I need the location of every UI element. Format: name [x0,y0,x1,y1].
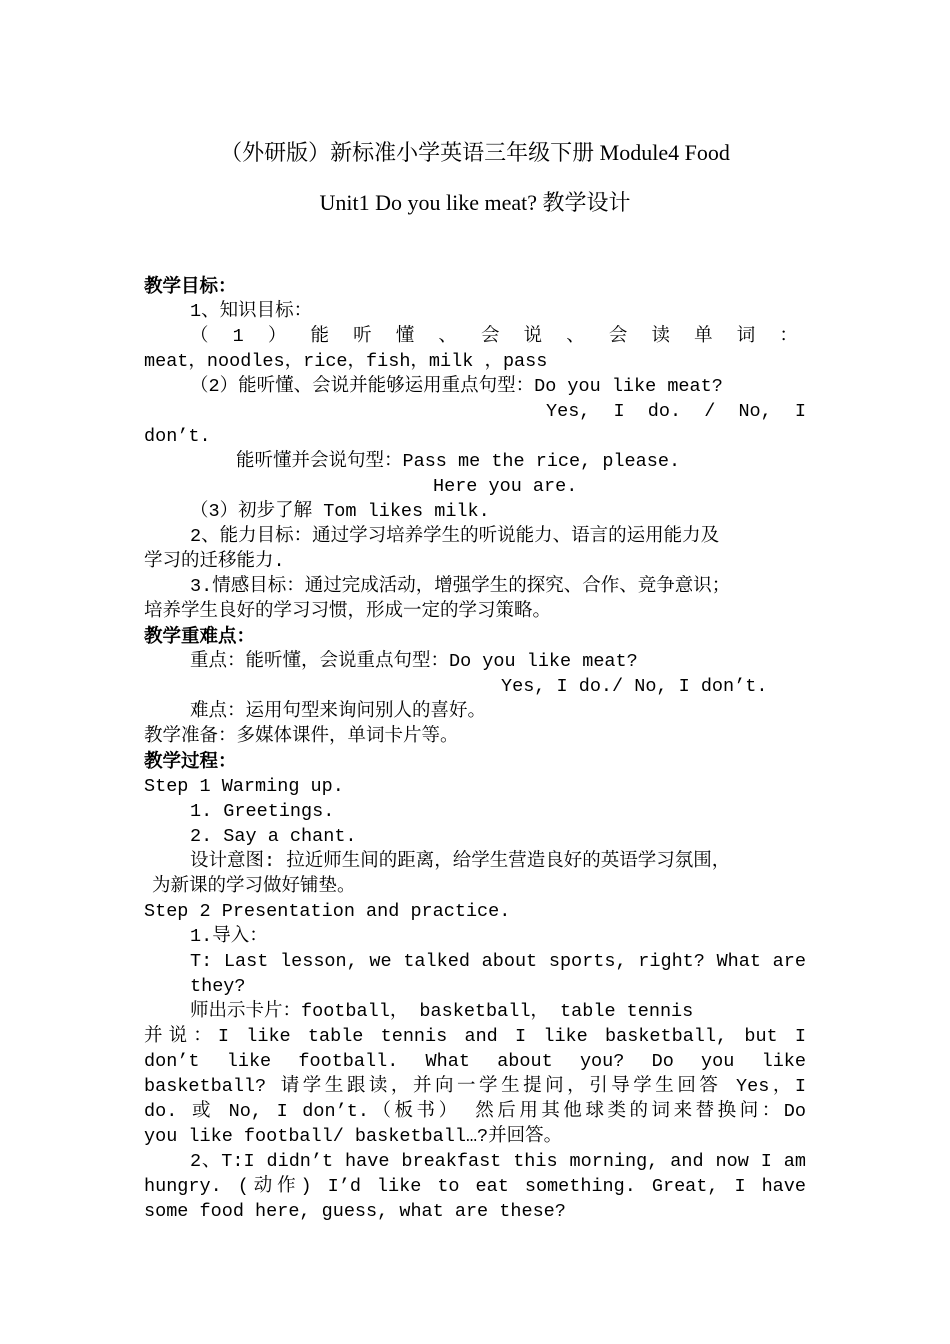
text-line-spaced [546,399,806,424]
text-token: 说 [523,326,543,347]
text-line: 为新课的学习做好铺垫。 [152,876,356,897]
text-line: （3）初步了解 Tom likes milk. [190,501,490,522]
text-token: / [704,401,716,422]
text-token: Yes, [546,401,591,422]
text-line: they? [190,976,246,997]
text-token: 、 [566,326,585,347]
text-line-spaced [190,324,798,349]
text-line [144,1099,806,1124]
text-token: 能 [310,326,329,347]
text-line: 设计意图: 拉近师生间的距离，给学生营造良好的英语学习氛围， [190,851,731,872]
text-token: 懂 [395,326,415,347]
text-line: you like football/ basketball…?并回答。 [144,1126,563,1147]
text-line: （2）能听懂、会说并能够运用重点句型：Do you like meat? [190,376,723,397]
text-line [144,1074,806,1099]
text-line: 学习的迁移能力. [144,551,285,572]
text-token: 单 [694,326,713,347]
text-token: do. [647,401,682,422]
text-line [190,949,806,974]
text-line [144,1049,806,1074]
text-line: 培养学生良好的学习习惯，形成一定的学习策略。 [144,601,552,622]
text-token: 会 [608,326,628,347]
text-line: 师出示卡片：football， basketball， table tennis [190,1001,694,1022]
text-line-content: hungry. (动作) I’d like to eat something. Great, I have [144,1176,806,1197]
text-line-content: do. 或 No, I don’t.（板书） 然后用其他球类的词来替换问：Do [144,1101,806,1122]
text-line: Step 2 Presentation and practice. [144,901,511,922]
text-line: 重点：能听懂，会说重点句型：Do you like meat? [190,651,638,672]
text-token: No, [738,401,772,422]
text-token: I [794,401,806,422]
text-token: ） [267,326,287,347]
text-token: 会 [480,326,500,347]
text-line [144,1024,806,1049]
text-line: 1.导入： [190,926,268,947]
text-token: 读 [651,326,670,347]
text-line-content: don’t like football. What about you? Do you like [144,1051,806,1072]
text-line: some food here, guess, what are these? [144,1201,566,1222]
text-token: （ [190,326,209,347]
text-line: 能听懂并会说句型：Pass me the rice, please. [236,451,681,472]
document-subtitle: Unit1 Do you like meat? 教学设计 [319,190,631,215]
section-heading-process: 教学过程： [144,751,237,772]
text-line: don’t. [144,426,211,447]
text-token: ： [779,326,798,347]
text-line: Here you are. [433,476,578,497]
text-line-content: T: Last lesson, we talked about sports, right? What are [190,951,806,972]
text-line: 1、知识目标： [190,301,313,322]
text-line: 1. Greetings. [190,801,335,822]
text-line: meat，noodles，rice，fish，milk ，pass [144,351,548,372]
text-line [144,1174,806,1199]
text-token: 、 [438,326,457,347]
text-line: 2、能力目标：通过学习培养学生的听说能力、语言的运用能力及 [190,526,720,547]
text-line: Yes, I do./ No, I don’t. [501,676,768,697]
text-line: 教学准备：多媒体课件，单词卡片等。 [144,726,459,747]
section-heading-goals: 教学目标： [144,276,237,297]
text-line-content: 并说：I like table tennis and I like basketball, but I [144,1026,806,1047]
text-line [190,1149,806,1174]
text-line-content: basketball? 请学生跟读，并向一学生提问，引导学生回答 Yes，I [144,1076,806,1097]
text-token: 1 [232,326,244,347]
text-token: I [613,401,625,422]
text-line-content: 2、T:I didn’t have breakfast this morning, and now I am [190,1151,806,1172]
text-line: Step 1 Warming up. [144,776,344,797]
text-token: 听 [353,326,372,347]
text-line: 3.情感目标：通过完成活动，增强学生的探究、合作、竞争意识； [190,576,731,597]
document-title: （外研版）新标准小学英语三年级下册 Module4 Food [220,140,730,165]
section-heading-key-points: 教学重难点： [144,626,256,647]
text-line: 难点：运用句型来询问别人的喜好。 [190,701,487,722]
text-line: 2. Say a chant. [190,826,357,847]
text-token: 词 [736,326,756,347]
